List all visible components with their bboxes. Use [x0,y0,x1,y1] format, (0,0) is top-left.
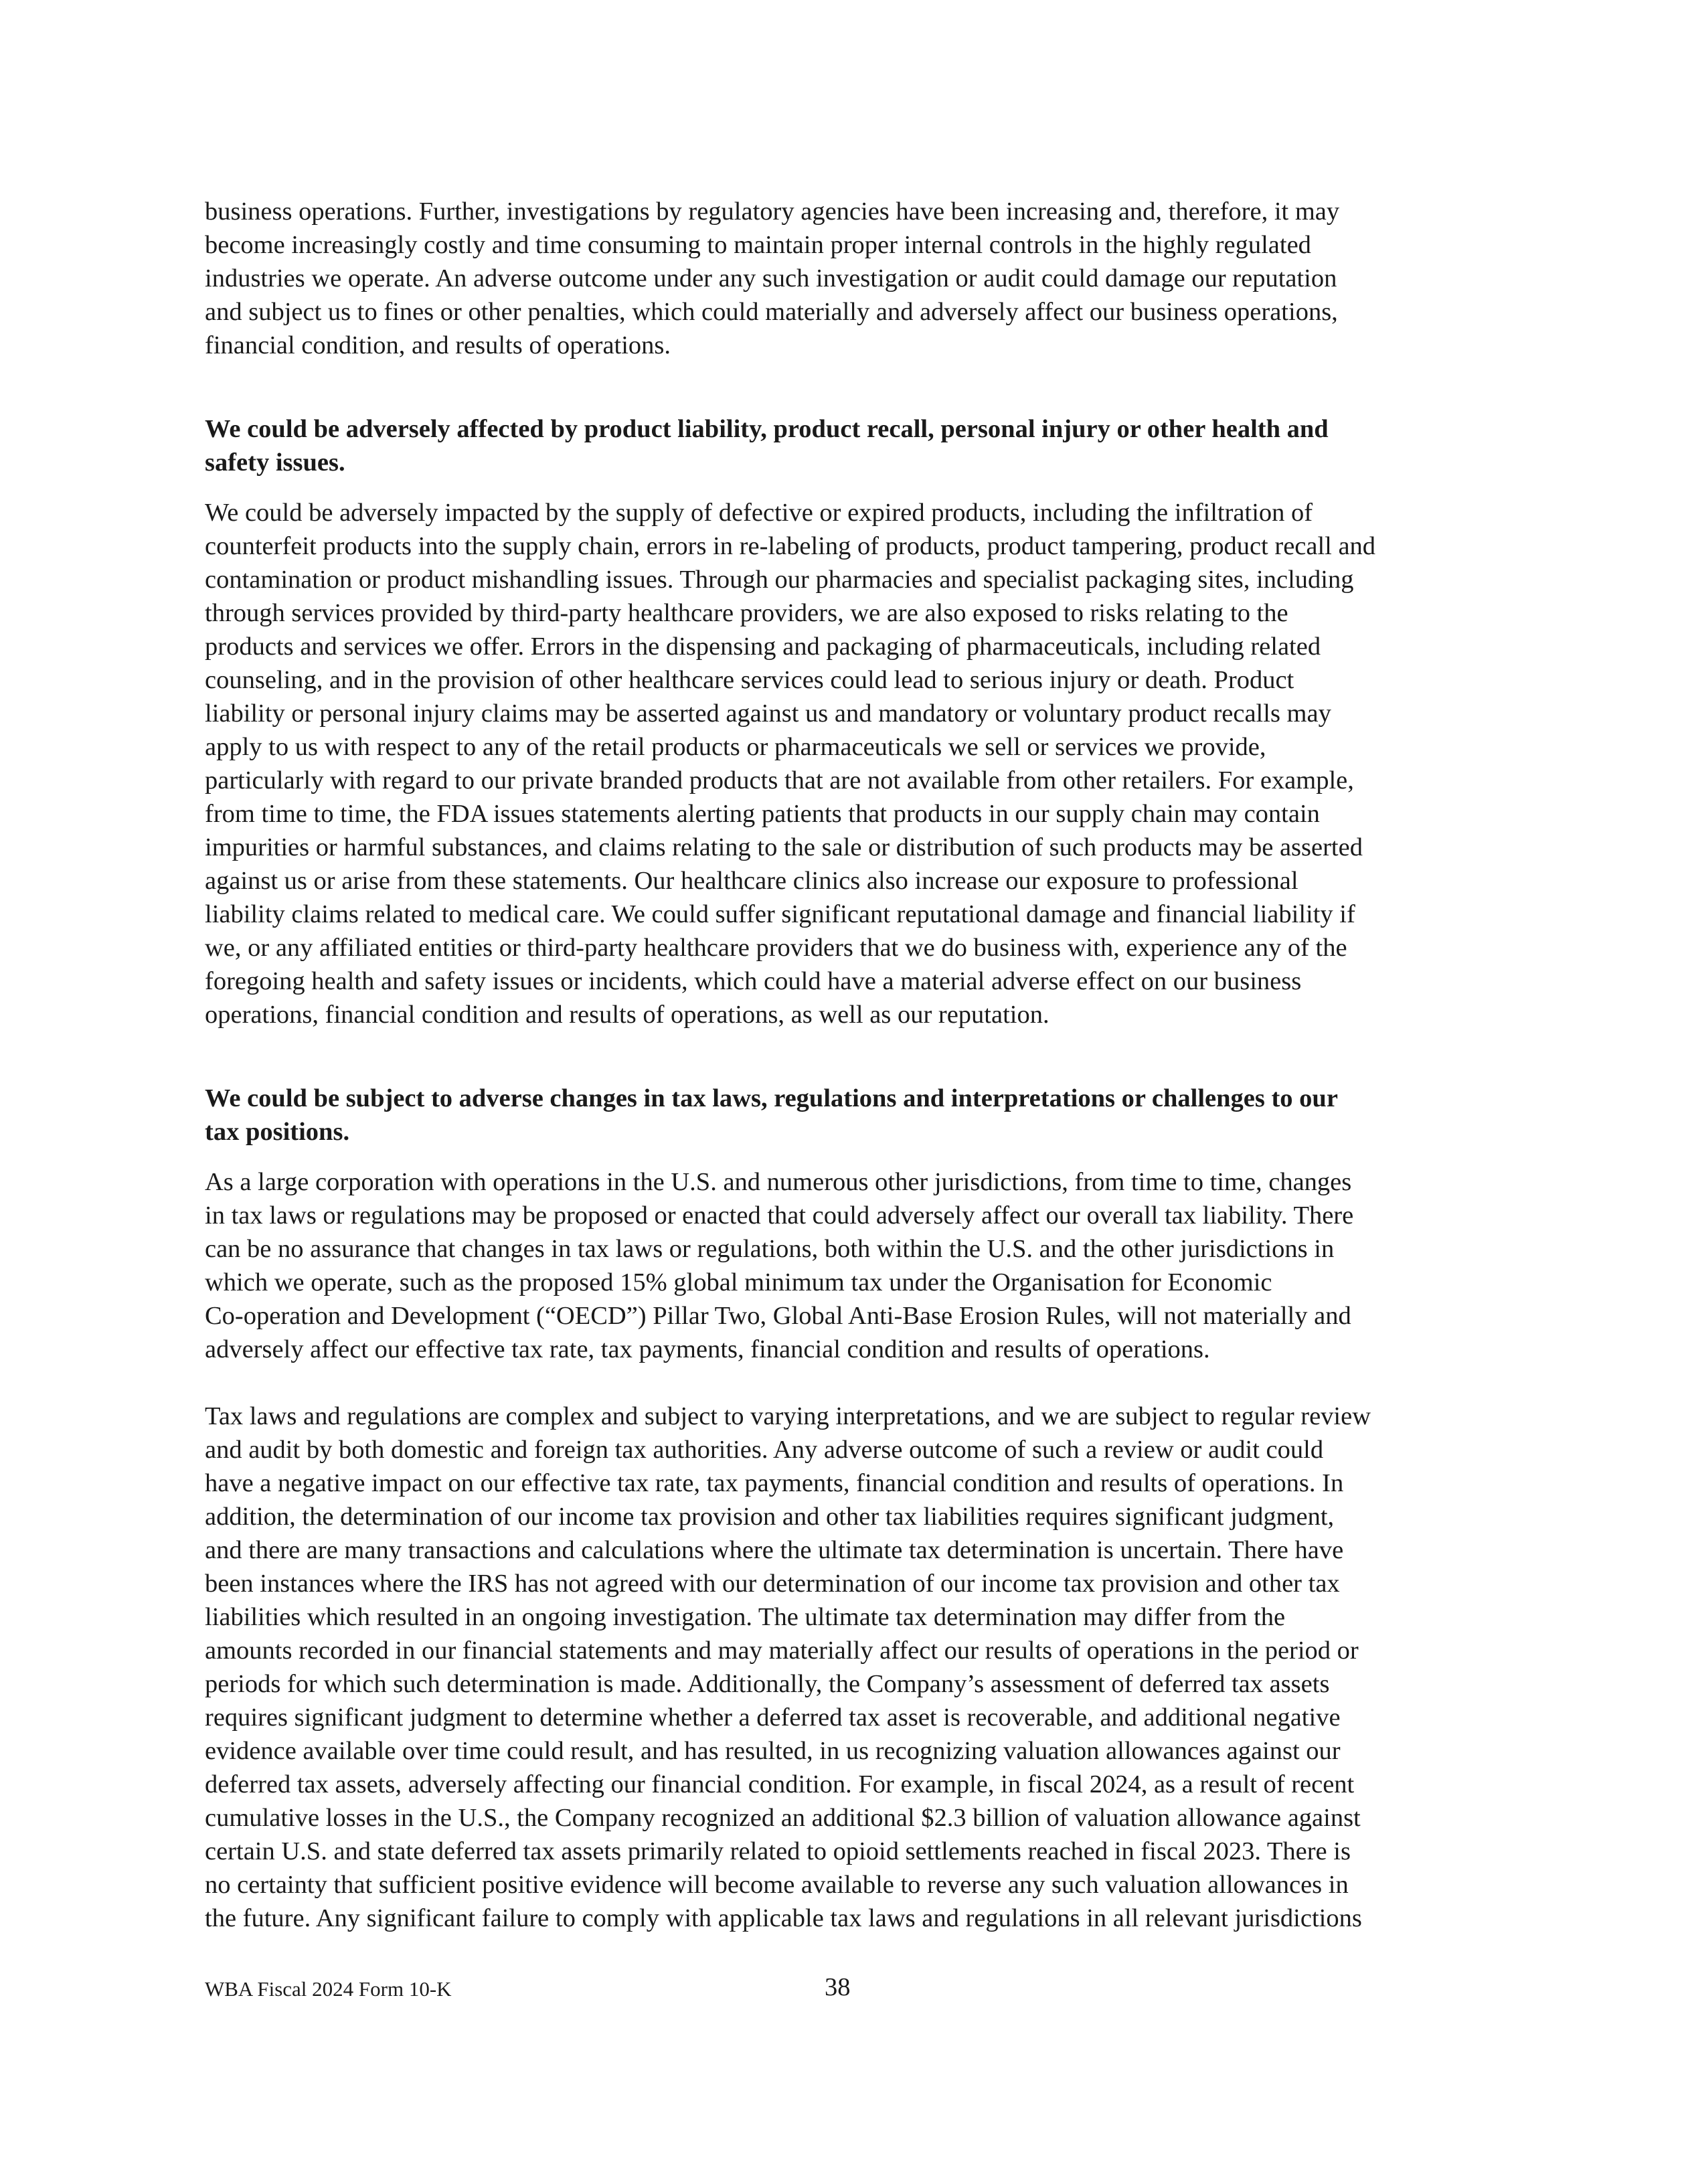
heading-gap [205,1149,1490,1165]
section-product-liability [205,412,1490,1031]
intro-paragraph: business operations. Further, investigations by regulatory agencies have been increasing and, therefore, it may become increasingly costly and time consuming to maintain proper internal controls in the highly regulated industries we operate. An adverse outcome under any such investigation or audit could damage our reputation and subject us to fines or other penalties, which could materially and adversely affect our business operations, financial condition, and results of operations. [205,197,1340,359]
section-heading: We could be subject to adverse changes in tax laws, regulations and interpretations or challenges to our tax positions. [205,1084,1338,1146]
section-gap [205,1031,1490,1082]
paragraph-gap [205,1366,1490,1400]
heading-gap [205,479,1490,496]
footer-label: WBA Fiscal 2024 Form 10-K [205,1977,452,2001]
page-body [205,195,1490,1935]
body-paragraph: We could be adversely impacted by the supply of defective or expired products, including the infiltration of counterfeit products into the supply chain, errors in re-labeling of products, product tampering, product recall and contamination or product mishandling issues. Through our pharmacies and specialist packaging sites, including through services provided by third-party healthcare providers, we are also exposed to risks relating to the products and services we offer. Errors in the dispensing and packaging of pharmaceuticals, including related counseling, and in the provision of other healthcare services could lead to serious injury or death. Product liability or personal injury claims may be asserted against us and mandatory or voluntary product recalls may apply to us with respect to any of the retail products or pharmaceuticals we sell or services we provide, particularly with regard to our private branded products that are not available from other retailers. For example, from time to time, the FDA issues statements alerting patients that products in our supply chain may contain impurities or harmful substances, and claims relating to the sale or distribution of such products may be asserted against us or arise from these statements. Our healthcare clinics also increase our exposure to professional liability claims related to medical care. We could suffer significant reputational damage and financial liability if we, or any affiliated entities or third-party healthcare providers that we do business with, experience any of the foregoing health and safety issues or incidents, which could have a material adverse effect on our business operations, financial condition and results of operations, as well as our reputation. [205,499,1376,1029]
section-heading: We could be adversely affected by product liability, product recall, personal injury or other health and safety issues. [205,415,1329,477]
body-paragraph: As a large corporation with operations in the U.S. and numerous other jurisdictions, from time to time, changes in tax laws or regulations may be proposed or enacted that could adversely affect our overall tax liability. There can be no assurance that changes in tax laws or regulations, both within the U.S. and the other jurisdictions in which we operate, such as the proposed 15% global minimum tax under the Organisation for Economic Co-operation and Development (“OECD”) Pillar Two, Global Anti-Base Erosion Rules, will not materially and adversely affect our effective tax rate, tax payments, financial condition and results of operations. [205,1168,1354,1363]
section-gap [205,362,1490,412]
page-number: 38 [825,1973,851,2001]
body-paragraph: Tax laws and regulations are complex and subject to varying interpretations, and we are subject to regular review and audit by both domestic and foreign tax authorities. Any adverse outcome of such a review or audit could have a negative impact on our effective tax rate, tax payments, financial condition and results of operations. In addition, the determination of our income tax provision and other tax liabilities requires significant judgment, and there are many transactions and calculations where the ultimate tax determination is uncertain. There have been instances where the IRS has not agreed with our determination of our income tax provision and other tax liabilities which resulted in an ongoing investigation. The ultimate tax determination may differ from the amounts recorded in our financial statements and may materially affect our results of operations in the period or periods for which such determination is made. Additionally, the Company’s assessment of deferred tax assets requires significant judgment to determine whether a deferred tax asset is recoverable, and additional negative evidence available over time could result, and has resulted, in us recognizing valuation allowances against our deferred tax assets, adversely affecting our financial condition. For example, in fiscal 2024, as a result of recent cumulative losses in the U.S., the Company recognized an additional $2.3 billion of valuation allowance against certain U.S. and state deferred tax assets primarily related to opioid settlements reached in fiscal 2023. There is no certainty that sufficient positive evidence will become available to reverse any such valuation allowances in the future. Any significant failure to comply with applicable tax laws and regulations in all relevant jurisdictions [205,1402,1371,1932]
section-tax-laws [205,1082,1490,1935]
